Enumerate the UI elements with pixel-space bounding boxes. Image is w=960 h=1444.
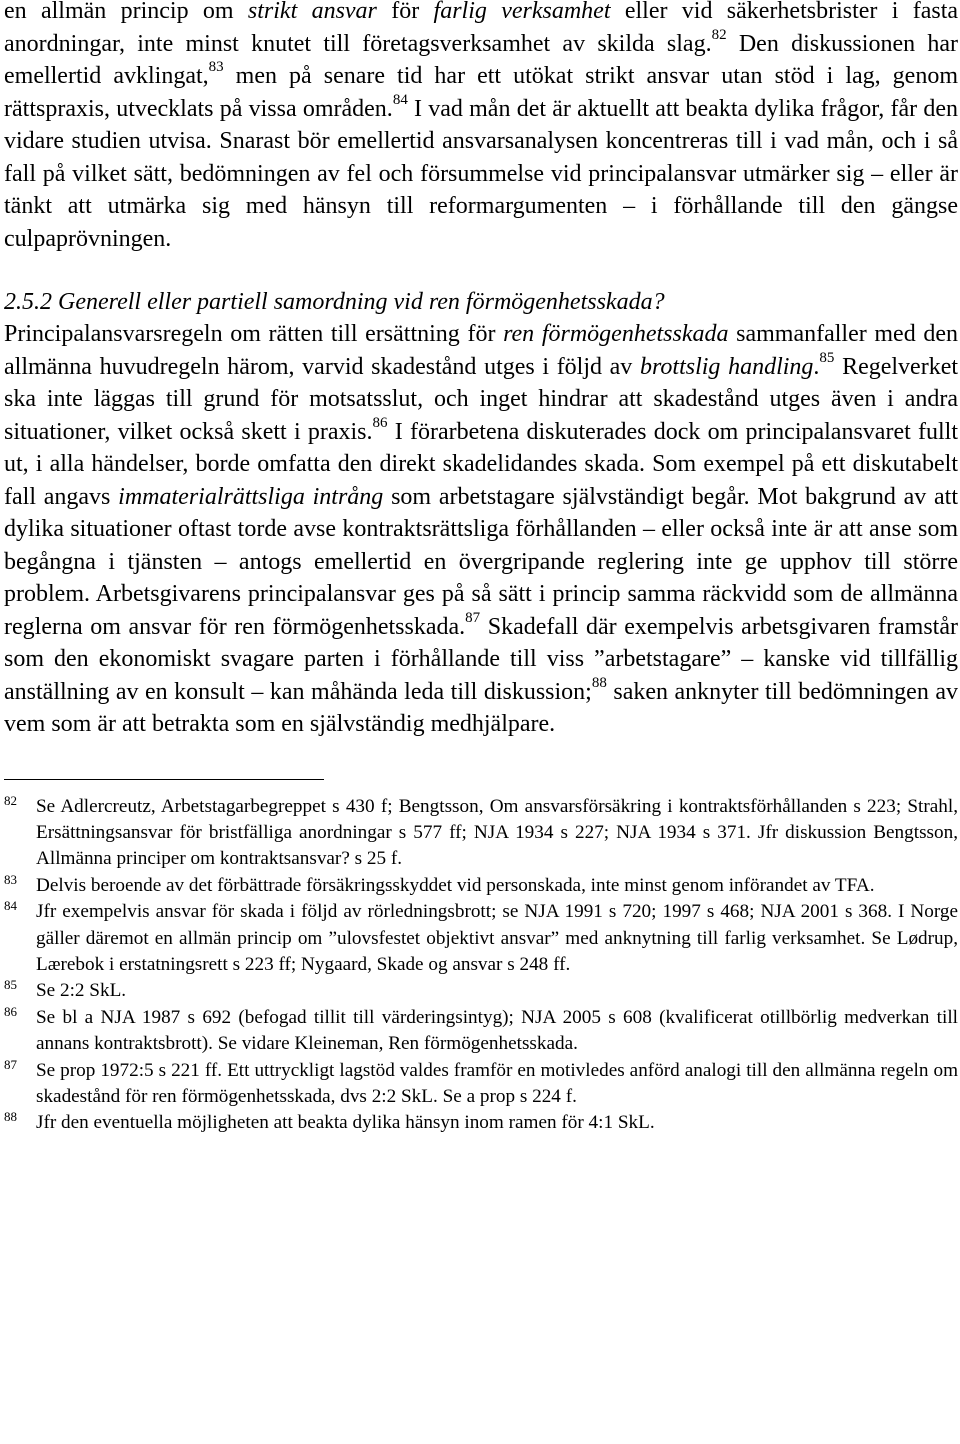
footnote-text: Se prop 1972:5 s 221 ff. Ett uttryckligt lagstöd valdes framför en motivledes anförd analogi till den allmänna regeln om skadestånd för ren förmögenhetsskada, dvs 2:2 SkL. Se a prop s 224 f. [36,1059,958,1107]
section-heading: 2.5.2 Generell eller partiell samordning vid ren förmögenhetsskada? [4,289,665,315]
footnote-ref-84[interactable]: 84 [392,91,408,108]
footnote-text: Se bl a NJA 1987 s 692 (befogad tillit till värderingsintyg); NJA 2005 s 608 (kvalificerat otillbörlig medverkan till annans kontraktsbrott). Se vidare Kleineman, Ren förmögenhetsskada. [36,1006,958,1055]
footnote-84 [4,899,958,978]
text-run: I förarbetena diskuterades dock om principalansvaret fullt ut, i alla händelser, borde omfatta den direkt skadelidandes skada. Som exempel på ett diskutabelt fall angavs [4,418,958,510]
footnote-text: Jfr den eventuella möjligheten att beakta dylika hänsyn inom ramen för 4:1 SkL. [36,1112,655,1134]
text-run: Principalansvarsregeln om rätten till ersättning för [4,321,504,347]
footnote-number: 87 [4,1056,17,1072]
text-run: sammanfaller med den allmänna huvudregeln härom, varvid skadestånd utges i följd av [4,321,959,380]
footnote-ref-82[interactable]: 82 [711,26,727,43]
emphasis: strikt ansvar [247,0,377,24]
text-run: eller vid säkerhetsbrister i fasta anordningar, inte minst knutet till företagsverksamhet av skilda slag. [4,0,959,57]
footnotes [4,794,958,1137]
text-run: Skadefall där exempelvis arbetsgivaren framstår som den ekonomiskt svagare parten i förhållande till viss ”arbetstagare” – kanske vid tillfällig anställning av en konsult – kan måhända leda till diskussion; [4,613,958,705]
emphasis: immaterialrättsliga intrång [118,483,384,510]
emphasis: farlig verksamhet [433,0,611,24]
footnote-ref-86[interactable]: 86 [372,414,388,431]
footnote-number: 85 [4,977,17,993]
footnote-85 [4,978,958,1004]
emphasis: brottslig handling [639,353,814,380]
text-run: en allmän princip om [4,0,248,24]
text-run: . [813,353,820,380]
footnote-number: 82 [4,792,17,808]
footnote-83 [4,873,958,899]
text-run: för [376,0,434,24]
footnote-82 [4,794,958,873]
text-run: saken anknyter till bedömningen av vem som är att betrakta som en självständig medhjälpare. [4,678,958,737]
footnote-88 [4,1110,958,1136]
text-run: Den diskussionen har emellertid avklingat, [4,30,958,89]
footnote-87 [4,1058,958,1111]
body-text [4,0,958,741]
emphasis: ren förmögenhetsskada [503,321,729,347]
footnote-number: 84 [4,898,17,914]
footnote-divider [4,779,324,780]
footnote-number: 86 [4,1003,17,1019]
footnote-86 [4,1005,958,1058]
text-run: I vad mån det är aktuellt att beakta dylika frågor, får den vidare studien utvisa. Snarast bör emellertid ansvarsanalysen koncentreras till i vad mån, och i så fall på vilket sätt, bedömningen av fel och försummelse vid principalansvar utmärker sig – eller är tänkt att utmärka sig med hänsyn till reformargumenten – i förhållande till den gängse culpaprövningen. [4,95,959,252]
text-run: som arbetstagare självständigt begår. Mot bakgrund av att dylika situationer oftast torde avse kontraktsrättsliga förhållanden – eller också inte är att anse som begångna i tjänsten – antogs emellertid en övergripande reglering inte ge upphov till större problem. Arbetsgivarens principalansvar ges på så sätt i princip samma räckvidd som de allmänna reglerna om ansvar för ren förmögenhetsskada. [4,483,959,640]
footnote-ref-83[interactable]: 83 [208,59,224,75]
footnote-text: Se 2:2 SkL. [36,980,127,1002]
footnote-ref-85[interactable]: 85 [819,349,835,366]
footnote-ref-88[interactable]: 88 [591,674,607,691]
footnote-number: 88 [4,1109,17,1125]
footnote-ref-87[interactable]: 87 [465,609,481,626]
text-run: Regelverket ska inte läggas till grund för motsatsslut, och inget hindrar att skadestånd utges även i andra situationer, vilket också skett i praxis. [4,353,959,445]
footnote-text: Jfr exempelvis ansvar för skada i följd av rörledningsbrott; se NJA 1991 s 720; 1997 s 468; NJA 2001 s 368. I Norge gäller däremot en allmän princip om ”ulovsfestet objektivt ansvar” med anknytning till farlig verksamhet. Se Lødrup, Lærebok i erstatningsrett s 223 ff; Nygaard, Skade og ansvar s 248 ff. [36,901,958,975]
footnote-number: 83 [4,871,17,887]
text-run: men på senare tid har ett utökat strikt ansvar utan stöd i lag, genom rättspraxis, utvecklats på vissa områden. [4,63,958,122]
paragraph-strict-liability [4,0,958,255]
footnote-text: Delvis beroende av det förbättrade försäkringsskyddet vid personskada, inte minst genom införandet av TFA. [36,874,875,896]
paragraph-pure-economic-loss [4,318,958,741]
footnote-text: Se Adlercreutz, Arbetstagarbegreppet s 430 f; Bengtsson, Om ansvarsförsäkring i kontraktsförhållanden s 223; Strahl, Ersättningsansvar för bristfälliga anordningar s 577 ff; NJA 1934 s 227; NJA 1934 s 371. Jfr diskussion Bengtsson, Allmänna principer om kontraktsansvar? s 25 f. [36,795,958,870]
